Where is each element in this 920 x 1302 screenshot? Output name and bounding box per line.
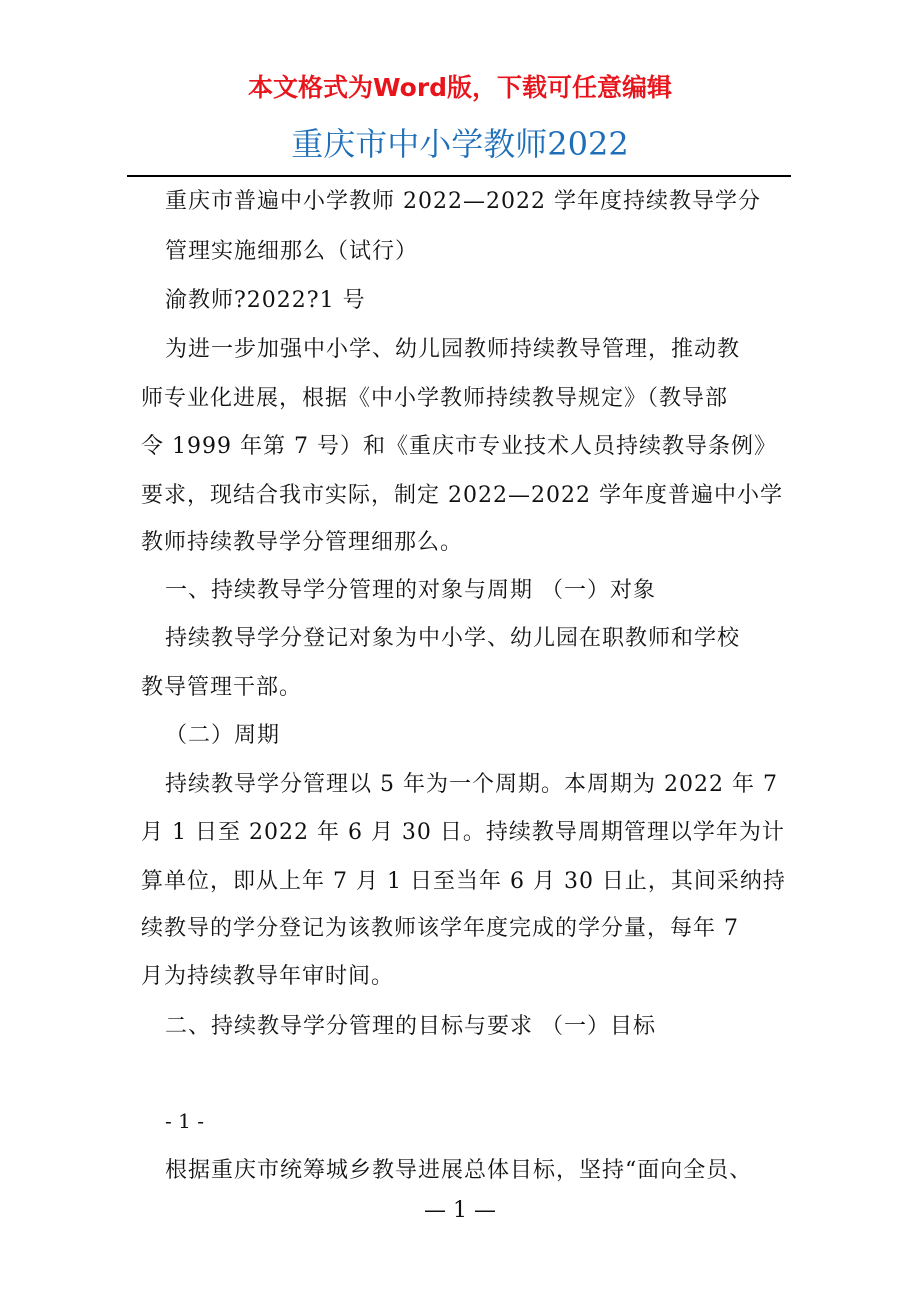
text-line: 二、持续教导学分管理的目标与要求 （一）目标 <box>165 1014 656 1039</box>
text-line: （二）周期 <box>165 723 281 748</box>
text-line: 持续教导学分管理以 5 年为一个周期。本周期为 2022 年 7 <box>165 772 778 797</box>
text-line: 持续教导学分登记对象为中小学、幼儿园在职教师和学校 <box>165 626 741 651</box>
text-line: 师专业化进展，根据《中小学教师持续教导规定》（教导部 <box>141 386 729 411</box>
page-marker: - 1 - <box>165 1109 204 1133</box>
text-line: 重庆市普遍中小学教师 2022—2022 学年度持续教导学分 <box>165 189 761 214</box>
text-line: 渝教师?2022?1 号 <box>165 288 366 313</box>
text-line: 教导管理干部。 <box>141 675 303 700</box>
text-line: 续教导的学分登记为该教师该学年度完成的学分量，每年 7 <box>141 916 739 941</box>
page-number-footer: — 1 — <box>424 1198 496 1223</box>
text-line: 教师持续教导学分管理细那么。 <box>141 530 464 555</box>
text-line: 令 1999 年第 7 号）和《重庆市专业技术人员持续教导条例》 <box>141 434 777 459</box>
title-divider <box>127 175 791 177</box>
format-banner: 本文格式为Word版，下载可任意编辑 <box>247 73 673 102</box>
text-line: 月 1 日至 2022 年 6 月 30 日。持续教导周期管理以学年为计 <box>141 820 785 845</box>
text-line: 要求，现结合我市实际，制定 2022—2022 学年度普遍中小学 <box>141 483 783 508</box>
text-line: 一、持续教导学分管理的对象与周期 （一）对象 <box>165 578 656 603</box>
text-line: 管理实施细那么（试行） <box>165 239 419 264</box>
text-line: 根据重庆市统筹城乡教导进展总体目标，坚持“面向全员、 <box>165 1158 753 1183</box>
text-line: 算单位，即从上年 7 月 1 日至当年 6 月 30 日止，其间采纳持 <box>141 869 786 894</box>
text-line: 月为持续教导年审时间。 <box>141 964 395 989</box>
text-line: 为进一步加强中小学、幼儿园教师持续教导管理，推动教 <box>165 337 741 362</box>
document-title: 重庆市中小学教师2022 <box>291 125 629 163</box>
